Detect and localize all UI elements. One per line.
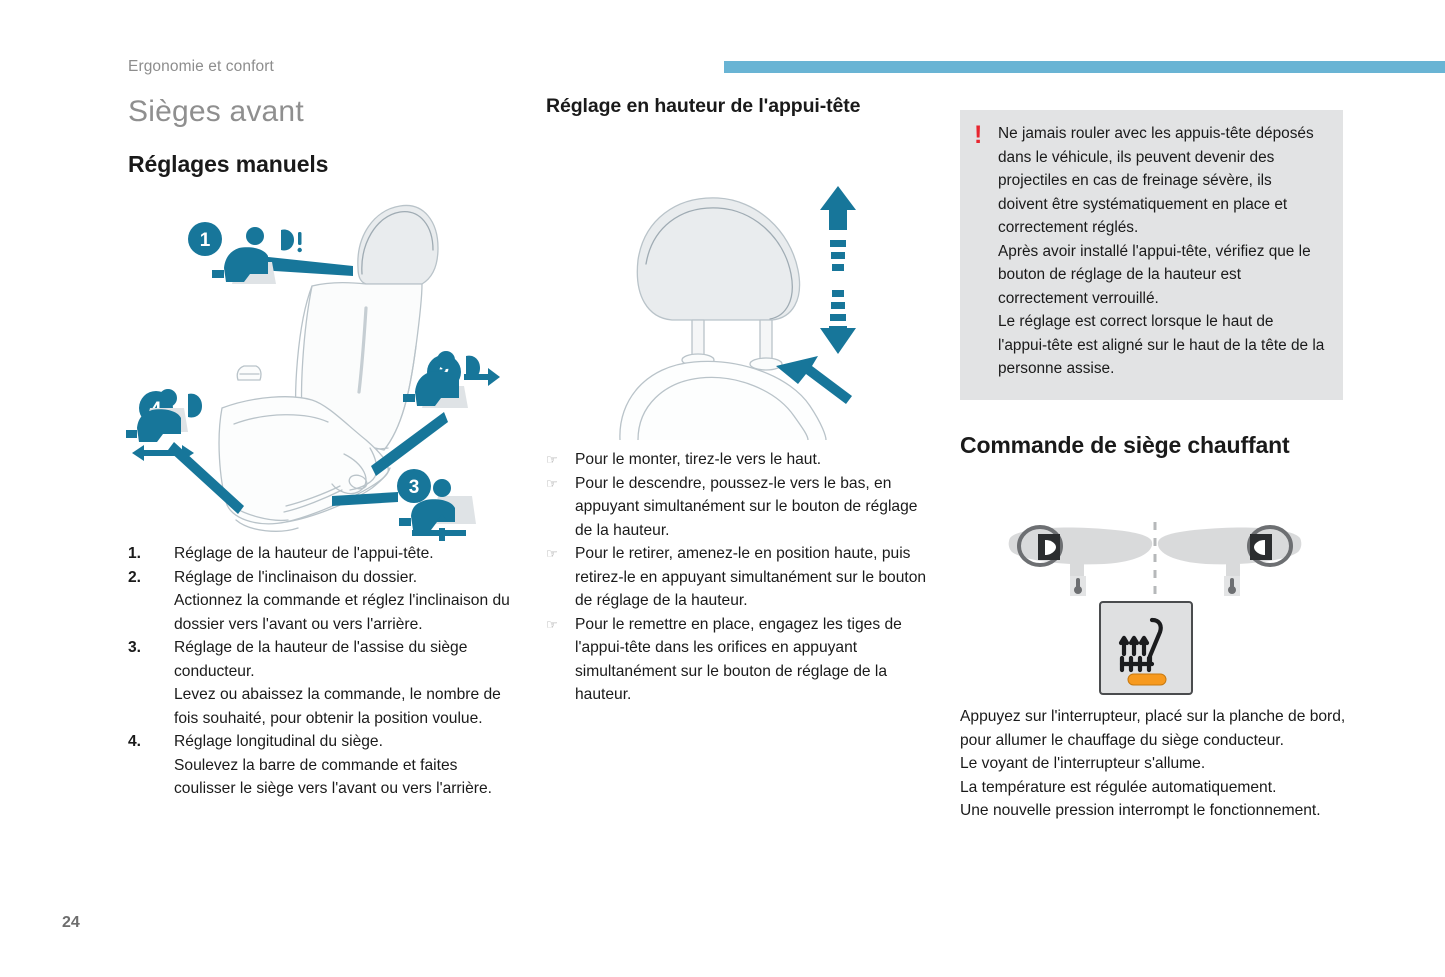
switch-indicator-light bbox=[1128, 674, 1166, 685]
list-item-detail: Levez ou abaissez la commande, le nombre de fois souhaité, pour obtenir la position voulue. bbox=[174, 686, 501, 727]
warning-box bbox=[960, 110, 1343, 400]
list-item-text bbox=[174, 730, 518, 801]
page-title: Sièges avant bbox=[128, 95, 304, 128]
list-item-text: Pour le monter, tirez-le vers le haut. bbox=[575, 451, 822, 468]
list-item-detail: Actionnez la commande et réglez l'inclinaison du dossier vers l'avant ou vers l'arrière. bbox=[174, 592, 510, 633]
list-item-main: Réglage de la hauteur de l'appui-tête. bbox=[174, 545, 434, 562]
body-paragraph: Appuyez sur l'interrupteur, placé sur la planche de bord, pour allumer le chauffage du siège conducteur. bbox=[960, 708, 1346, 749]
list-item bbox=[546, 448, 938, 472]
body-paragraph: Le voyant de l'interrupteur s'allume. bbox=[960, 755, 1206, 772]
right-column-section-title: Commande de siège chauffant bbox=[960, 432, 1290, 458]
dashboard-right-hand-drive bbox=[1158, 527, 1301, 596]
pointing-hand-icon: ☞ bbox=[546, 475, 558, 491]
dashboard-left-hand-drive bbox=[1009, 527, 1152, 596]
pictogram-backrest-recline bbox=[403, 351, 500, 408]
middle-column-bullet-list bbox=[546, 448, 938, 707]
list-item-number: 2. bbox=[128, 568, 142, 586]
list-item-main: Réglage longitudinal du siège. bbox=[174, 733, 383, 750]
body-paragraph: La température est régulée automatiquement. bbox=[960, 778, 1277, 796]
pointing-hand-icon: ☞ bbox=[546, 452, 558, 467]
list-item-number: 3. bbox=[128, 639, 142, 656]
headrest-height-adjustment-diagram bbox=[560, 178, 940, 440]
list-item-main: Réglage de l'inclinaison du dossier. bbox=[174, 568, 418, 586]
list-item-number: 1. bbox=[128, 545, 142, 562]
list-item-text bbox=[174, 542, 518, 566]
exclamation-mark-icon: ! bbox=[974, 121, 983, 149]
list-item bbox=[546, 613, 938, 707]
up-down-arrow-indicator bbox=[820, 186, 856, 354]
list-item-text: Pour le retirer, amenez-le en position haute, puis retirez-le en appuyant simultanément sur le bouton de réglage de la hauteur. bbox=[575, 545, 927, 609]
right-column bbox=[960, 432, 1345, 460]
pictogram-headrest-height bbox=[212, 227, 302, 284]
warning-text bbox=[998, 122, 1325, 381]
callout-3: 3 bbox=[408, 477, 420, 498]
callout-1: 1 bbox=[199, 230, 211, 251]
list-item bbox=[128, 566, 518, 637]
list-item bbox=[546, 472, 938, 543]
warning-paragraph: Après avoir installé l'appui-tête, vérifiez que le bouton de réglage de la hauteur est correctement verrouillé. bbox=[998, 242, 1311, 307]
pictogram-longitudinal-adjustment bbox=[126, 389, 202, 461]
list-item bbox=[128, 730, 518, 801]
list-item-text bbox=[174, 566, 518, 637]
list-item-text bbox=[174, 636, 518, 730]
list-item bbox=[128, 542, 518, 566]
heated-seat-switch-button[interactable] bbox=[1100, 602, 1192, 694]
left-column-subtitle: Réglages manuels bbox=[128, 150, 329, 177]
header-rule bbox=[724, 61, 1445, 73]
body-paragraph: Une nouvelle pression interrompt le fonctionnement. bbox=[960, 802, 1321, 819]
left-column bbox=[128, 95, 503, 177]
warning-paragraph: Ne jamais rouler avec les appuis-tête déposés dans le véhicule, ils peuvent devenir des projectiles en cas de freinage sévère, ils doivent être systématiquement en place et correctement réglés. bbox=[998, 125, 1314, 236]
pointing-hand-icon: ☞ bbox=[546, 616, 558, 632]
list-item bbox=[128, 636, 518, 730]
left-column-numbered-list bbox=[128, 542, 518, 801]
pointing-hand-icon: ☞ bbox=[546, 546, 558, 561]
middle-column-title: Réglage en hauteur de l'appui-tête bbox=[546, 95, 861, 117]
page-number: 24 bbox=[62, 914, 80, 931]
right-column-body-text bbox=[960, 705, 1350, 823]
list-item-detail: Soulevez la barre de commande et faites coulisser le siège vers l'avant ou vers l'arrière. bbox=[174, 756, 492, 797]
middle-column bbox=[546, 95, 936, 119]
warning-paragraph: Le réglage est correct lorsque le haut de l'appui-tête est aligné sur le haut de la tête de la personne assise. bbox=[998, 313, 1325, 377]
list-item bbox=[546, 542, 938, 613]
list-item-text: Pour le remettre en place, engagez les tiges de l'appui-tête dans les orifices en appuyant simultanément sur le bouton de réglage de la hauteur. bbox=[575, 615, 902, 703]
list-item-text: Pour le descendre, poussez-le vers le bas, en appuyant simultanément sur le bouton de réglage de la hauteur. bbox=[575, 474, 918, 539]
running-head: Ergonomie et confort bbox=[128, 58, 274, 75]
front-seat-manual-adjustments-diagram bbox=[126, 196, 526, 541]
list-item-number: 4. bbox=[128, 733, 142, 750]
list-item-main: Réglage de la hauteur de l'assise du siège conducteur. bbox=[174, 639, 468, 680]
heated-seat-switch-diagram bbox=[1000, 520, 1310, 695]
